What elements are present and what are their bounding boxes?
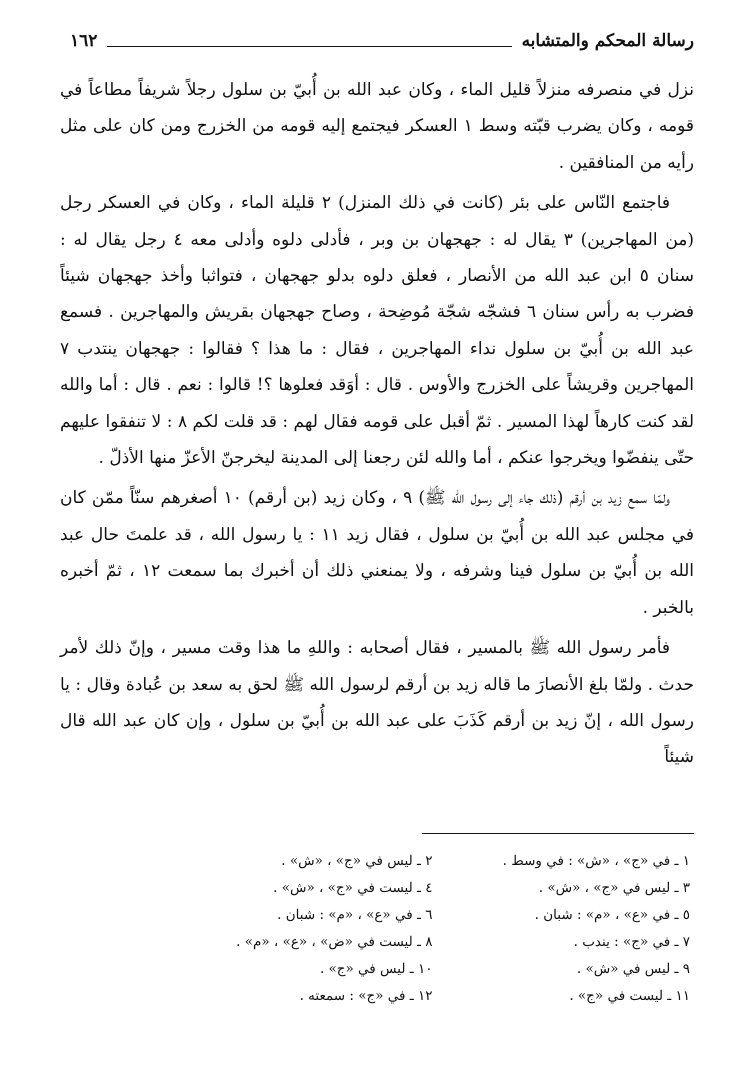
footnote-7: ٧ ـ في «ج» : يندب . xyxy=(573,934,690,950)
footnote-4: ٤ ـ ليست في «ج» ، «ش» . xyxy=(273,880,433,896)
paragraph-4: فأمر رسول الله ﷺ بالمسير ، فقال أصحابه : واللهِ ما هذا وقت مسير ، وإنّ ذلك لأمر حدث . ولمّا بلغ الأنصارَ ما قاله زيد بن أرقم لرسول الله ﷺ لحق به سعد بن عُبادة وقال : يا رسول الله ، إنّ زيد بن أرقم كَذَبَ على عبد الله بن أُبيّ بن سلول ، وإن كان عبد الله قال شيئاً xyxy=(60,638,694,768)
footnote-12: ١٢ ـ في «ج» : سمعته . xyxy=(299,988,433,1004)
page-number: ١٦٢ xyxy=(70,31,98,51)
footnote-5: ٥ ـ في «ع» ، «م» : شبان . xyxy=(534,907,690,923)
footnote-1: ١ ـ في «ج» ، «ش» : في وسط . xyxy=(502,853,690,869)
footnote-2: ٢ ـ ليس في «ج» ، «ش» . xyxy=(281,853,433,869)
footnote-3: ٣ ـ ليس في «ج» ، «ش» . xyxy=(538,880,690,896)
main-text xyxy=(60,72,694,780)
page-header xyxy=(70,26,694,56)
footnote-separator xyxy=(422,833,694,834)
footnote-6: ٦ ـ في «ع» ، «م» : شبان . xyxy=(277,907,433,923)
footnotes xyxy=(195,848,690,1010)
header-rule xyxy=(107,46,511,47)
footnote-9: ٩ ـ ليس في «ش» . xyxy=(576,961,690,977)
paragraph-2: فاجتمع النّاس على بئر (كانت في ذلك المنزل) ٢ قليلة الماء ، وكان في العسكر رجل (من المهاجرين) ٣ يقال له : جهجهان بن وبر ، فأدلى دلوه وأدلى معه ٤ رجل يقال له : سنان ٥ ابن عبد الله من الأنصار ، فعلق دلوه بدلو جهجهان ، فتواثبا وأخذ جهجهان شيئاً فضرب به رأس سنان ٦ فشجّه شجّة مُوضِحة ، وصاح جهجهان بقريش والمهاجرين . فسمع عبد الله بن أُبيّ بن سلول نداء المهاجرين ، فقال : ما هذا ؟ فقالوا : جهجهان ينتدب ٧ المهاجرين وقريشاً على الخزرج والأوس . قال : أوَقد فعلوها ؟! قالوا : نعم . قال : أما والله لقد كنت كارهاً لهذا المسير . ثمّ أقبل على قومه فقال لهم : قد قلت لكم ٨ : لا تنفقوا عليهم حتّى ينفضّوا ويخرجوا عنكم ، أما والله لئن رجعنا إلى المدينة ليخرجنّ الأعزّ منها الأذلّ . xyxy=(60,193,695,469)
running-title: رسالة المحكم والمتشابه xyxy=(521,31,694,51)
footnote-11: ١١ ـ ليست في «ج» . xyxy=(569,988,690,1004)
footnote-8: ٨ ـ ليست في «ض» ، «ع» ، «م» . xyxy=(236,934,433,950)
paragraph-3: ولمّا سمع زيد بن أرقم (ذلك جاء إلى رسول الله ﷺ) ٩ ، وكان زيد (بن أرقم) ١٠ أصغرهم سنّاً ممّن كان في مجلس عبد الله بن أُبيّ بن سلول ، فقال زيد ١١ : يا رسول الله ، قد علمتَ حال عبد الله بن أُبيّ بن سلول فينا وشرفه ، ولا يمنعني ذلك أن أخبرك بما سمعت ١٢ ، ثمّ أخبره بالخبر . xyxy=(60,488,694,618)
paragraph-1: نزل في منصرفه منزلاً قليل الماء ، وكان عبد الله بن أُبيّ بن سلول رجلاً شريفاً مطاعاً في قومه ، وكان يضرب قبّته وسط ١ العسكر فيجتمع إليه قومه من الخزرج ومن كان على مثل رأيه من المنافقين . xyxy=(60,80,694,173)
footnote-10: ١٠ ـ ليس في «ج» . xyxy=(319,961,433,977)
